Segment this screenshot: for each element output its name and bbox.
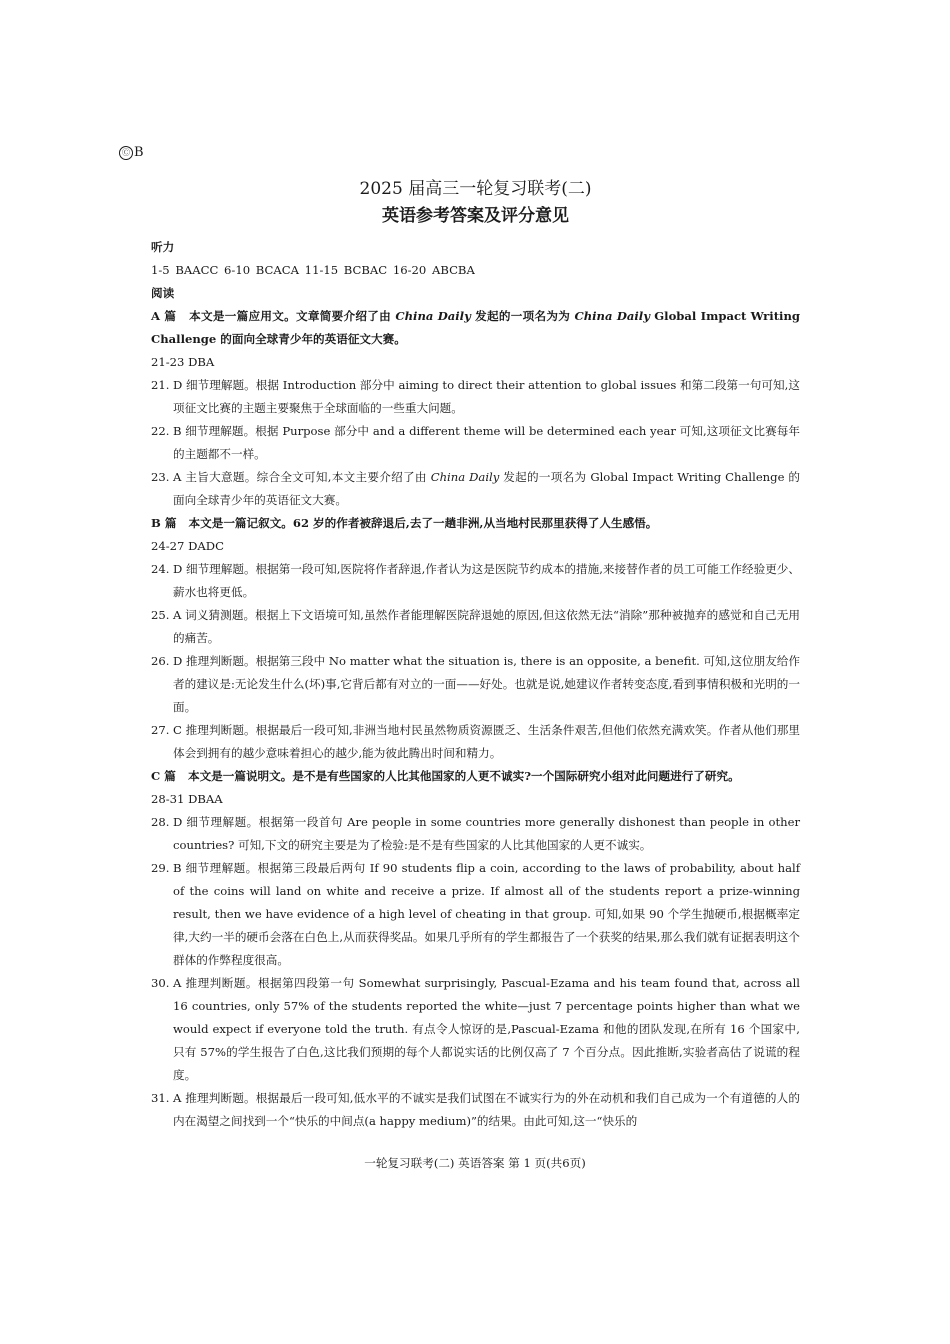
question-23: 23. A 主旨大意题。综合全文可知,本文主要介绍了由 China Daily 发起的一项名为 Global Impact Writing Challenge 的面向全球青少年的英语征文大赛。 — [151, 470, 800, 507]
section-a-label: A 篇 — [151, 309, 177, 323]
section-a-answers: 21-23 DBA — [151, 355, 215, 369]
section-c-label: C 篇 — [151, 769, 176, 783]
section-b-label: B 篇 — [151, 516, 177, 530]
answer-sheet — [151, 176, 800, 1133]
question-24: 24. D 细节理解题。根据第一段可知,医院将作者辞退,作者认为这是医院节约成本的措施,来接替作者的员工可能工作经验更少、薪水也将更低。 — [151, 562, 800, 599]
section-c-answers: 28-31 DBAA — [151, 792, 223, 806]
page-footer: 一轮复习联考(二) 英语答案 第 1 页(共6页) — [364, 1156, 586, 1170]
listening-heading: 听力 — [151, 240, 175, 254]
section-c-summary: C 篇 本文是一篇说明文。是不是有些国家的人比其他国家的人更不诚实?一个国际研究小组对此问题进行了研究。 — [151, 769, 740, 783]
section-a-summary: A 篇 本文是一篇应用文。文章简要介绍了由 China Daily 发起的一项名为为 China Daily Global Impact Writing Challenge 的面向全球青少年的英语征文大赛。 — [151, 309, 800, 346]
question-22: 22. B 细节理解题。根据 Purpose 部分中 and a different theme will be determined each year 可知,这项征文比赛每年的主题都不一样。 — [151, 424, 800, 461]
question-25: 25. A 词义猜测题。根据上下文语境可知,虽然作者能理解医院辞退她的原因,但这依然无法“消除”那种被抛弃的感觉和自己无用的痛苦。 — [151, 608, 800, 645]
circled-c-icon: Ⓒ — [119, 146, 133, 160]
reading-heading: 阅读 — [151, 286, 175, 300]
corner-mark — [119, 145, 144, 160]
question-30: 30. A 推理判断题。根据第四段第一句 Somewhat surprisingly, Pascual-Ezama and his team found that, across all 16 countries, only 57% of the students reported the white—just 7 percentage points higher than what we would expect if everyone told the truth. 有点令人惊讶的是,Pascual-Ezama 和他的团队发现,在所有 16 个国家中,只有 57%的学生报告了白色,这比我们预期的每个人都说实话的比例仅高了 7 个百分点。因此推断,实验者高估了说谎的程度。 — [151, 976, 800, 1082]
question-27: 27. C 推理判断题。根据最后一段可知,非洲当地村民虽然物质资源匮乏、生活条件艰苦,但他们依然充满欢笑。作者从他们那里体会到拥有的越少意味着担心的越少,能为彼此腾出时间和精力。 — [151, 723, 800, 760]
question-29: 29. B 细节理解题。根据第三段最后两句 If 90 students flip a coin, according to the laws of probability, about half of the coins will land on white and receive a prize. If almost all of the students report a prize-winning result, then we have evidence of a high level of cheating in that group. 可知,如果 90 个学生抛硬币,根据概率定律,大约一半的硬币会落在白色上,从而获得奖品。如果几乎所有的学生都报告了一个获奖的结果,那么我们就有证据表明这个群体的作弊程度很高。 — [151, 861, 800, 967]
page-title: 2025 届高三一轮复习联考(二) — [359, 179, 592, 199]
corner-mark-letter: B — [134, 145, 144, 160]
listening-answers: 1-5 BAACC 6-10 BCACA 11-15 BCBAC 16-20 ABCBA — [151, 263, 475, 277]
page-subtitle: 英语参考答案及评分意见 — [382, 206, 569, 226]
section-b-answers: 24-27 DADC — [151, 539, 224, 553]
section-b-summary: B 篇 本文是一篇记叙文。62 岁的作者被辞退后,去了一趟非洲,从当地村民那里获得了人生感悟。 — [151, 516, 658, 530]
question-31: 31. A 推理判断题。根据最后一段可知,低水平的不诚实是我们试图在不诚实行为的外在动机和我们自己成为一个有道德的人的内在渴望之间找到一个“快乐的中间点(a happy medium)”的结果。由此可知,这一“快乐的 — [151, 1091, 800, 1128]
question-21: 21. D 细节理解题。根据 Introduction 部分中 aiming to direct their attention to global issues 和第二段第一句可知,这项征文比赛的主题主要聚焦于全球面临的一些重大问题。 — [151, 378, 800, 415]
question-26: 26. D 推理判断题。根据第三段中 No matter what the situation is, there is an opposite, a benefit. 可知,这位朋友给作者的建议是:无论发生什么(坏)事,它背后都有对立的一面——好处。也就是说,她建议作者转变态度,看到事情积极和光明的一面。 — [151, 654, 800, 714]
question-28: 28. D 细节理解题。根据第一段首句 Are people in some countries more generally dishonest than people in other countries? 可知,下文的研究主要是为了检验:是不是有些国家的人比其他国家的人更不诚实。 — [151, 815, 800, 852]
